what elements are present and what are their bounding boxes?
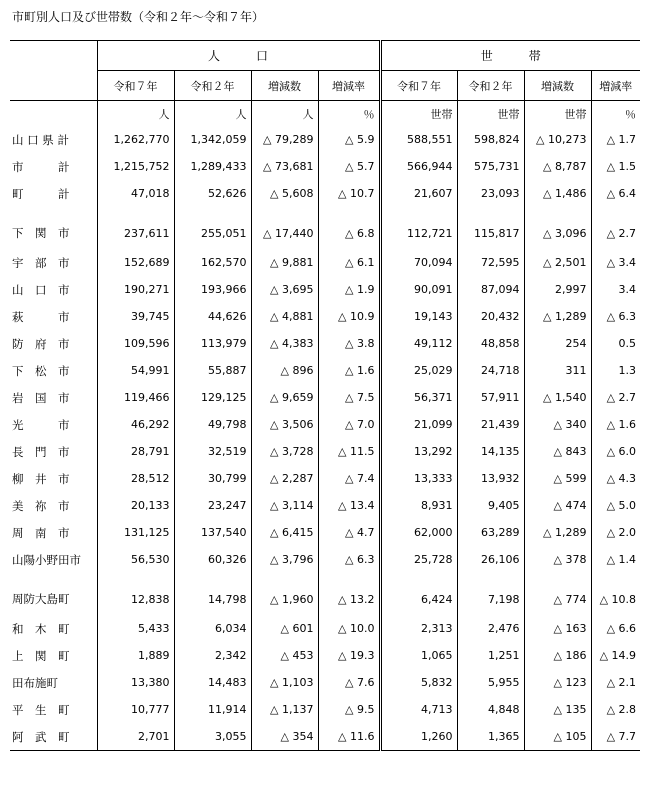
- households-2020-cell: 72,595: [457, 249, 524, 276]
- population-2020-cell: 52,626: [174, 180, 251, 207]
- households-rate-cell: △ 1.5: [591, 153, 640, 180]
- population-change-cell: △ 3,114: [251, 492, 318, 519]
- col-header: 令和７年: [97, 71, 174, 101]
- population-2025-cell: 12,838: [97, 573, 174, 615]
- households-2025-cell: 6,424: [380, 573, 457, 615]
- households-rate-cell: 1.3: [591, 357, 640, 384]
- population-rate-cell: △ 6.8: [318, 207, 380, 249]
- population-change-cell: △ 4,881: [251, 303, 318, 330]
- table-row: [10, 180, 640, 207]
- households-2020-cell: 115,817: [457, 207, 524, 249]
- units-row: [10, 101, 640, 127]
- population-2025-cell: 237,611: [97, 207, 174, 249]
- households-change-cell: △ 340: [524, 411, 591, 438]
- population-2025-cell: 46,292: [97, 411, 174, 438]
- area-name-cell: 長 門 市: [12, 444, 70, 459]
- households-2025-cell: 4,713: [380, 696, 457, 723]
- population-2020-cell: 44,626: [174, 303, 251, 330]
- population-2020-cell: 3,055: [174, 723, 251, 751]
- population-rate-cell: △ 11.6: [318, 723, 380, 751]
- population-2025-cell: 119,466: [97, 384, 174, 411]
- table-row: [10, 573, 640, 615]
- population-2025-cell: 5,433: [97, 615, 174, 642]
- col-header: 増減数: [251, 71, 318, 101]
- population-2025-cell: 1,889: [97, 642, 174, 669]
- population-rate-cell: △ 10.7: [318, 180, 380, 207]
- table-row: [10, 303, 640, 330]
- area-name-cell: 市 計: [12, 159, 70, 174]
- population-2025-cell: 56,530: [97, 546, 174, 573]
- population-2020-cell: 2,342: [174, 642, 251, 669]
- population-2025-cell: 28,512: [97, 465, 174, 492]
- col-header: 増減率: [591, 71, 640, 101]
- unit-label: 世帯: [524, 101, 591, 127]
- households-2025-cell: 21,099: [380, 411, 457, 438]
- households-change-cell: △ 163: [524, 615, 591, 642]
- households-2020-cell: 48,858: [457, 330, 524, 357]
- table-row: [10, 384, 640, 411]
- households-rate-cell: △ 10.8: [591, 573, 640, 615]
- area-name-cell: 上 関 町: [12, 648, 70, 663]
- households-2025-cell: 13,333: [380, 465, 457, 492]
- units-blank: [10, 101, 97, 127]
- population-rate-cell: △ 3.8: [318, 330, 380, 357]
- population-2020-cell: 6,034: [174, 615, 251, 642]
- households-2020-cell: 24,718: [457, 357, 524, 384]
- population-change-cell: △ 9,881: [251, 249, 318, 276]
- households-rate-cell: △ 1.4: [591, 546, 640, 573]
- households-2025-cell: 56,371: [380, 384, 457, 411]
- households-2020-cell: 14,135: [457, 438, 524, 465]
- table-row: [10, 669, 640, 696]
- households-change-cell: △ 8,787: [524, 153, 591, 180]
- households-2025-cell: 588,551: [380, 126, 457, 153]
- population-rate-cell: △ 10.0: [318, 615, 380, 642]
- population-change-cell: △ 3,796: [251, 546, 318, 573]
- table-row: [10, 546, 640, 573]
- header-corner: [10, 41, 97, 101]
- population-2020-cell: 55,887: [174, 357, 251, 384]
- population-rate-cell: △ 19.3: [318, 642, 380, 669]
- households-2020-cell: 26,106: [457, 546, 524, 573]
- households-2025-cell: 1,065: [380, 642, 457, 669]
- table-row: [10, 519, 640, 546]
- population-rate-cell: △ 7.0: [318, 411, 380, 438]
- households-2025-cell: 566,944: [380, 153, 457, 180]
- households-rate-cell: 0.5: [591, 330, 640, 357]
- households-rate-cell: △ 7.7: [591, 723, 640, 751]
- households-rate-cell: △ 2.1: [591, 669, 640, 696]
- unit-label: 人: [251, 101, 318, 127]
- households-rate-cell: △ 4.3: [591, 465, 640, 492]
- table-row: [10, 276, 640, 303]
- households-change-cell: △ 1,289: [524, 519, 591, 546]
- table-row: [10, 330, 640, 357]
- households-change-cell: 254: [524, 330, 591, 357]
- population-2025-cell: 54,991: [97, 357, 174, 384]
- population-2020-cell: 255,051: [174, 207, 251, 249]
- households-2020-cell: 598,824: [457, 126, 524, 153]
- households-2020-cell: 7,198: [457, 573, 524, 615]
- area-name-cell: 町 計: [12, 186, 70, 201]
- population-change-cell: △ 1,137: [251, 696, 318, 723]
- households-2020-cell: 1,251: [457, 642, 524, 669]
- table-row: [10, 126, 640, 153]
- households-2025-cell: 5,832: [380, 669, 457, 696]
- households-2025-cell: 70,094: [380, 249, 457, 276]
- households-2025-cell: 19,143: [380, 303, 457, 330]
- population-rate-cell: △ 11.5: [318, 438, 380, 465]
- households-change-cell: 2,997: [524, 276, 591, 303]
- households-2020-cell: 63,289: [457, 519, 524, 546]
- households-rate-cell: △ 2.7: [591, 207, 640, 249]
- table-row: [10, 465, 640, 492]
- population-rate-cell: △ 6.3: [318, 546, 380, 573]
- population-change-cell: △ 2,287: [251, 465, 318, 492]
- table-row: [10, 696, 640, 723]
- population-change-cell: △ 6,415: [251, 519, 318, 546]
- population-2020-cell: 49,798: [174, 411, 251, 438]
- households-rate-cell: △ 14.9: [591, 642, 640, 669]
- households-2020-cell: 5,955: [457, 669, 524, 696]
- households-2025-cell: 21,607: [380, 180, 457, 207]
- unit-label: 人: [174, 101, 251, 127]
- population-2020-cell: 23,247: [174, 492, 251, 519]
- population-change-cell: △ 1,960: [251, 573, 318, 615]
- area-name-cell: 田布施町: [12, 675, 58, 690]
- households-rate-cell: △ 2.8: [591, 696, 640, 723]
- unit-label: 世帯: [457, 101, 524, 127]
- unit-label: ％: [318, 101, 380, 127]
- population-2020-cell: 14,798: [174, 573, 251, 615]
- table-row: [10, 357, 640, 384]
- col-header: 増減率: [318, 71, 380, 101]
- area-name-cell: 周防大島町: [12, 592, 70, 606]
- households-change-cell: △ 105: [524, 723, 591, 751]
- population-2020-cell: 32,519: [174, 438, 251, 465]
- population-rate-cell: △ 1.9: [318, 276, 380, 303]
- population-2025-cell: 20,133: [97, 492, 174, 519]
- population-2020-cell: 193,966: [174, 276, 251, 303]
- households-2020-cell: 20,432: [457, 303, 524, 330]
- table-row: [10, 153, 640, 180]
- population-change-cell: △ 5,608: [251, 180, 318, 207]
- households-2025-cell: 13,292: [380, 438, 457, 465]
- population-change-cell: △ 3,695: [251, 276, 318, 303]
- population-2025-cell: 10,777: [97, 696, 174, 723]
- population-2020-cell: 137,540: [174, 519, 251, 546]
- households-change-cell: △ 123: [524, 669, 591, 696]
- households-change-cell: △ 1,486: [524, 180, 591, 207]
- households-2020-cell: 575,731: [457, 153, 524, 180]
- header-row-groups: [10, 41, 640, 71]
- households-rate-cell: △ 1.7: [591, 126, 640, 153]
- area-name-cell: 山 口 県 計: [12, 132, 69, 147]
- households-2020-cell: 87,094: [457, 276, 524, 303]
- households-change-cell: △ 135: [524, 696, 591, 723]
- population-change-cell: △ 3,506: [251, 411, 318, 438]
- households-2020-cell: 9,405: [457, 492, 524, 519]
- population-table: [10, 40, 640, 751]
- table-row: [10, 249, 640, 276]
- population-rate-cell: △ 5.9: [318, 126, 380, 153]
- area-name-cell: 和 木 町: [12, 621, 70, 636]
- households-2025-cell: 62,000: [380, 519, 457, 546]
- area-name-cell: 美 祢 市: [12, 498, 70, 513]
- population-2020-cell: 30,799: [174, 465, 251, 492]
- population-rate-cell: △ 7.4: [318, 465, 380, 492]
- population-rate-cell: △ 10.9: [318, 303, 380, 330]
- households-2025-cell: 25,029: [380, 357, 457, 384]
- population-2025-cell: 152,689: [97, 249, 174, 276]
- header-row-columns: [10, 71, 640, 101]
- area-name-cell: 柳 井 市: [12, 471, 70, 486]
- households-2020-cell: 2,476: [457, 615, 524, 642]
- population-2025-cell: 39,745: [97, 303, 174, 330]
- area-name-cell: 防 府 市: [12, 336, 70, 351]
- table-row: [10, 615, 640, 642]
- households-rate-cell: △ 5.0: [591, 492, 640, 519]
- unit-label: 世帯: [380, 101, 457, 127]
- population-change-cell: △ 601: [251, 615, 318, 642]
- table-row: [10, 492, 640, 519]
- households-2025-cell: 49,112: [380, 330, 457, 357]
- population-change-cell: △ 4,383: [251, 330, 318, 357]
- population-2020-cell: 113,979: [174, 330, 251, 357]
- population-rate-cell: △ 6.1: [318, 249, 380, 276]
- area-name-cell: 山 口 市: [12, 282, 70, 297]
- col-header: 増減数: [524, 71, 591, 101]
- households-change-cell: △ 186: [524, 642, 591, 669]
- households-rate-cell: △ 6.3: [591, 303, 640, 330]
- households-change-cell: △ 3,096: [524, 207, 591, 249]
- households-2025-cell: 2,313: [380, 615, 457, 642]
- area-name-cell: 宇 部 市: [12, 255, 70, 270]
- population-2025-cell: 131,125: [97, 519, 174, 546]
- population-2025-cell: 47,018: [97, 180, 174, 207]
- households-rate-cell: 3.4: [591, 276, 640, 303]
- households-change-cell: △ 1,540: [524, 384, 591, 411]
- population-change-cell: △ 1,103: [251, 669, 318, 696]
- population-2020-cell: 1,289,433: [174, 153, 251, 180]
- population-change-cell: △ 73,681: [251, 153, 318, 180]
- population-rate-cell: △ 7.6: [318, 669, 380, 696]
- population-2025-cell: 28,791: [97, 438, 174, 465]
- col-header: 令和２年: [457, 71, 524, 101]
- population-2025-cell: 1,262,770: [97, 126, 174, 153]
- population-rate-cell: △ 7.5: [318, 384, 380, 411]
- households-change-cell: △ 843: [524, 438, 591, 465]
- households-change-cell: △ 774: [524, 573, 591, 615]
- households-change-cell: 311: [524, 357, 591, 384]
- population-change-cell: △ 79,289: [251, 126, 318, 153]
- area-name-cell: 岩 国 市: [12, 390, 70, 405]
- households-2020-cell: 21,439: [457, 411, 524, 438]
- population-rate-cell: △ 4.7: [318, 519, 380, 546]
- households-change-cell: △ 10,273: [524, 126, 591, 153]
- households-rate-cell: △ 2.0: [591, 519, 640, 546]
- population-2025-cell: 2,701: [97, 723, 174, 751]
- households-2025-cell: 112,721: [380, 207, 457, 249]
- households-change-cell: △ 599: [524, 465, 591, 492]
- households-change-cell: △ 474: [524, 492, 591, 519]
- table-row: [10, 207, 640, 249]
- population-change-cell: △ 3,728: [251, 438, 318, 465]
- area-name-cell: 光 市: [12, 417, 70, 432]
- population-rate-cell: △ 1.6: [318, 357, 380, 384]
- households-2025-cell: 8,931: [380, 492, 457, 519]
- population-group-header: 人 口: [97, 41, 380, 71]
- households-rate-cell: △ 3.4: [591, 249, 640, 276]
- unit-label: ％: [591, 101, 640, 127]
- area-name-cell: 阿 武 町: [10, 723, 97, 751]
- population-2020-cell: 11,914: [174, 696, 251, 723]
- households-rate-cell: △ 6.6: [591, 615, 640, 642]
- population-rate-cell: △ 13.4: [318, 492, 380, 519]
- table-row: [10, 438, 640, 465]
- population-change-cell: △ 354: [251, 723, 318, 751]
- households-rate-cell: △ 6.4: [591, 180, 640, 207]
- households-2020-cell: 57,911: [457, 384, 524, 411]
- households-2020-cell: 4,848: [457, 696, 524, 723]
- table-row: [10, 723, 640, 751]
- area-name-cell: 平 生 町: [12, 702, 70, 717]
- table-row: [10, 642, 640, 669]
- households-2025-cell: 25,728: [380, 546, 457, 573]
- population-change-cell: △ 17,440: [251, 207, 318, 249]
- page-title: 市町別人口及び世帯数（令和２年～令和７年）: [12, 10, 265, 24]
- population-rate-cell: △ 5.7: [318, 153, 380, 180]
- col-header: 令和７年: [380, 71, 457, 101]
- population-rate-cell: △ 9.5: [318, 696, 380, 723]
- population-2020-cell: 60,326: [174, 546, 251, 573]
- population-rate-cell: △ 13.2: [318, 573, 380, 615]
- population-change-cell: △ 453: [251, 642, 318, 669]
- households-2020-cell: 23,093: [457, 180, 524, 207]
- households-change-cell: △ 378: [524, 546, 591, 573]
- households-rate-cell: △ 1.6: [591, 411, 640, 438]
- area-name-cell: 萩 市: [12, 309, 70, 324]
- households-2025-cell: 1,260: [380, 723, 457, 751]
- population-2025-cell: 109,596: [97, 330, 174, 357]
- households-2020-cell: 13,932: [457, 465, 524, 492]
- households-change-cell: △ 1,289: [524, 303, 591, 330]
- households-rate-cell: △ 6.0: [591, 438, 640, 465]
- table-row: [10, 411, 640, 438]
- population-change-cell: △ 9,659: [251, 384, 318, 411]
- households-2025-cell: 90,091: [380, 276, 457, 303]
- area-name-cell: 山陽小野田市: [12, 552, 81, 567]
- unit-label: 人: [97, 101, 174, 127]
- population-2020-cell: 129,125: [174, 384, 251, 411]
- population-change-cell: △ 896: [251, 357, 318, 384]
- area-name-cell: 下 松 市: [12, 363, 70, 378]
- households-2020-cell: 1,365: [457, 723, 524, 751]
- population-2020-cell: 162,570: [174, 249, 251, 276]
- col-header: 令和２年: [174, 71, 251, 101]
- population-2020-cell: 1,342,059: [174, 126, 251, 153]
- households-change-cell: △ 2,501: [524, 249, 591, 276]
- population-2025-cell: 190,271: [97, 276, 174, 303]
- households-group-header: 世 帯: [380, 41, 640, 71]
- area-name-cell: 下 関 市: [12, 226, 70, 240]
- population-2025-cell: 13,380: [97, 669, 174, 696]
- population-2020-cell: 14,483: [174, 669, 251, 696]
- population-2025-cell: 1,215,752: [97, 153, 174, 180]
- households-rate-cell: △ 2.7: [591, 384, 640, 411]
- area-name-cell: 周 南 市: [12, 525, 70, 540]
